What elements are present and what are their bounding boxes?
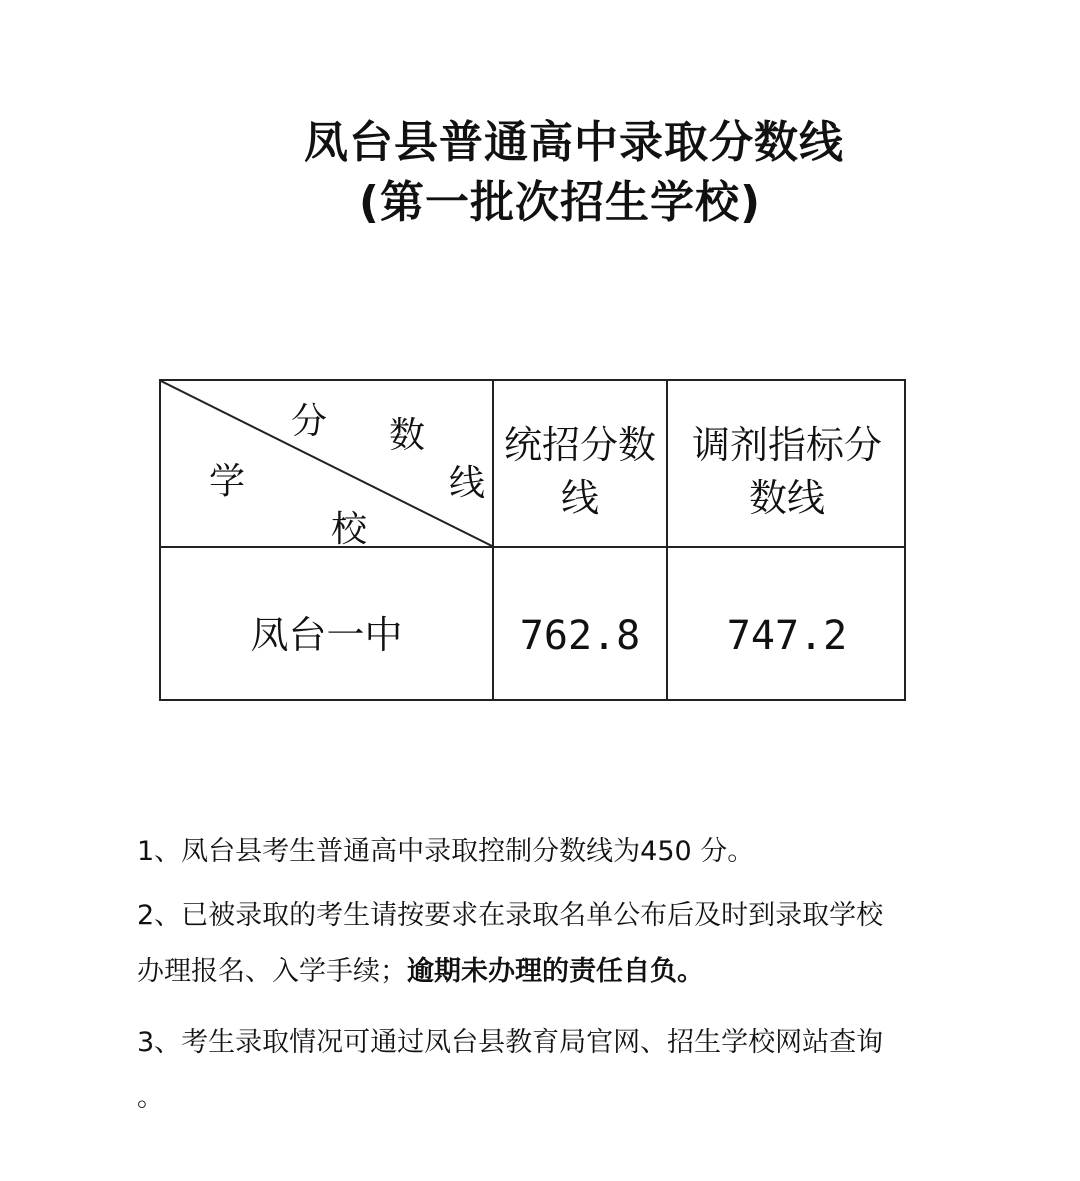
note-2-line-1: 2、已被录取的考生请按要求在录取名单公布后及时到录取学校 — [137, 900, 884, 931]
page-title: 凤台县普通高中录取分数线 — [304, 117, 844, 168]
note-2-line-2: 办理报名、入学手续；逾期未办理的责任自负。 — [137, 956, 704, 987]
note-1: 1、凤台县考生普通高中录取控制分数线为450 分。 — [137, 836, 755, 867]
score-table — [159, 379, 906, 701]
school-name: 凤台一中 — [250, 613, 403, 657]
corner-header-xue: 学 — [209, 461, 246, 502]
corner-header-xian: 线 — [449, 463, 486, 504]
corner-header-xiao: 校 — [331, 509, 368, 550]
note-3-line-1: 3、考生录取情况可通过凤台县教育局官网、招生学校网站查询 — [137, 1027, 884, 1058]
corner-header-fen: 分 — [291, 401, 328, 442]
note-3-line-2: 。 — [137, 1082, 164, 1113]
corner-header-shu: 数 — [389, 415, 426, 456]
unified-score: 762.8 — [519, 613, 641, 659]
column-header-adjusted: 调剂指标分 数线 — [691, 423, 882, 521]
note-2-emphasis: 逾期未办理的责任自负。 — [407, 956, 704, 987]
column-header-unified: 统招分数 线 — [503, 423, 656, 521]
page-subtitle: (第一批次招生学校) — [358, 177, 762, 228]
adjusted-score: 747.2 — [726, 613, 848, 659]
